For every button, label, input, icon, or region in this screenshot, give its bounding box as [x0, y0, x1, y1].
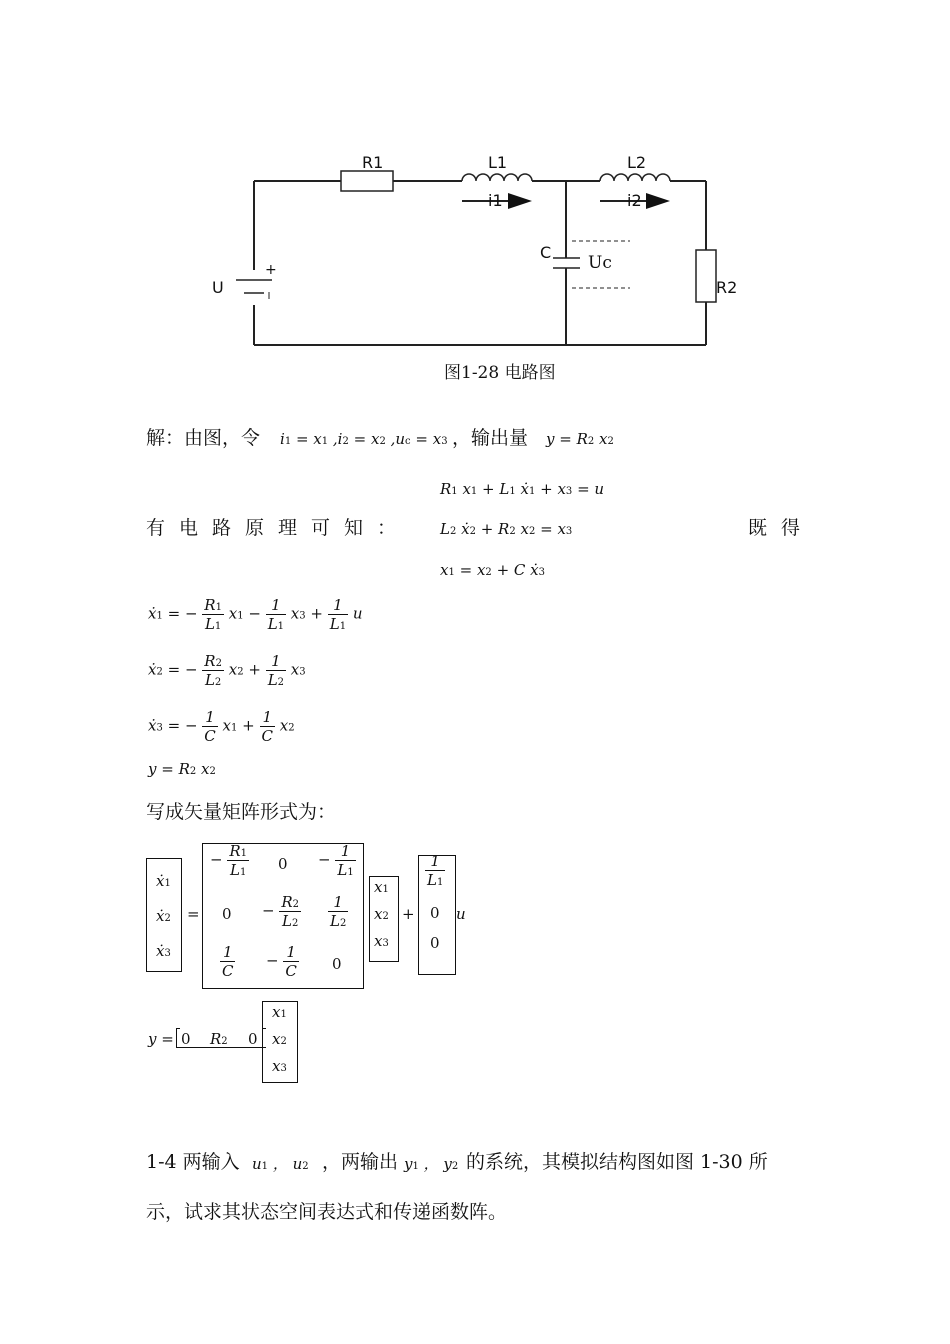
- problem-line1-a: 1-4 两输入: [146, 1151, 240, 1173]
- output-eq: y = R2 x2: [148, 760, 216, 778]
- state-eq-1: ẋ1 = − $\frac{R1}{L1}$ x1 − $\frac{1}{L1}$ x3 + $\frac{1}{L1}$ u: [148, 596, 363, 633]
- label-l2: L2: [627, 153, 647, 172]
- label-r2: R2: [716, 278, 738, 297]
- state-eq-2: ẋ2 = − $\frac{R2}{L2}$ x2 + $\frac{1}{L2}$ x3: [148, 652, 306, 689]
- output-definition: y = R2 x2: [546, 430, 614, 448]
- problem-line1-b: ，两输出: [322, 1151, 399, 1173]
- state-eq-3: ẋ3 = − $\frac{1}{C}$ x1 + $\frac{1}{C}$ x2: [148, 708, 295, 745]
- circuit-eq-3: x1 = x2 + C ẋ3: [440, 561, 545, 579]
- matrix-intro: 写成矢量矩阵形式为：: [146, 801, 337, 823]
- capacitor-c: [553, 258, 580, 268]
- battery-u: [236, 280, 272, 293]
- resistor-r2: [696, 250, 716, 302]
- state-definition: i1 = x1 ,i2 = x2 ,uc = x3: [280, 430, 448, 448]
- circuit-eq-2: L2 ẋ2 + R2 x2 = x3: [440, 520, 573, 538]
- label-c: C: [540, 243, 552, 262]
- label-l1: L1: [488, 153, 508, 172]
- resistor-r1: [341, 171, 393, 191]
- circuit-diagram: [0, 0, 950, 400]
- problem-line1-c: 的系统，其模拟结构图如图 1-30 所: [466, 1151, 768, 1173]
- problem-line2: 示，试求其状态空间表达式和传递函数阵。: [146, 1201, 508, 1223]
- outputs-y: y1 ， y2: [404, 1155, 459, 1173]
- label-uc: Uc: [588, 253, 612, 273]
- circuit-eq-1: R1 x1 + L1 ẋ1 + x3 = u: [440, 480, 605, 498]
- solution-intro-prefix: 解：由图，令: [146, 427, 261, 449]
- label-i2: i2: [627, 191, 642, 210]
- inputs-u: u1 ， u2: [252, 1155, 309, 1173]
- inductor-l1: [462, 174, 532, 181]
- label-u: U: [212, 278, 224, 297]
- label-r1: R1: [362, 153, 384, 172]
- label-i1: i1: [488, 191, 503, 210]
- inductor-l2: [600, 174, 670, 181]
- label-plus: +: [265, 262, 277, 278]
- figure-caption: 图1-28 电路图: [444, 363, 556, 383]
- principle-label: 有电路原理可知：: [146, 517, 411, 539]
- solution-intro-mid: ，输出量: [452, 427, 529, 449]
- hence-label: 既得: [748, 517, 815, 539]
